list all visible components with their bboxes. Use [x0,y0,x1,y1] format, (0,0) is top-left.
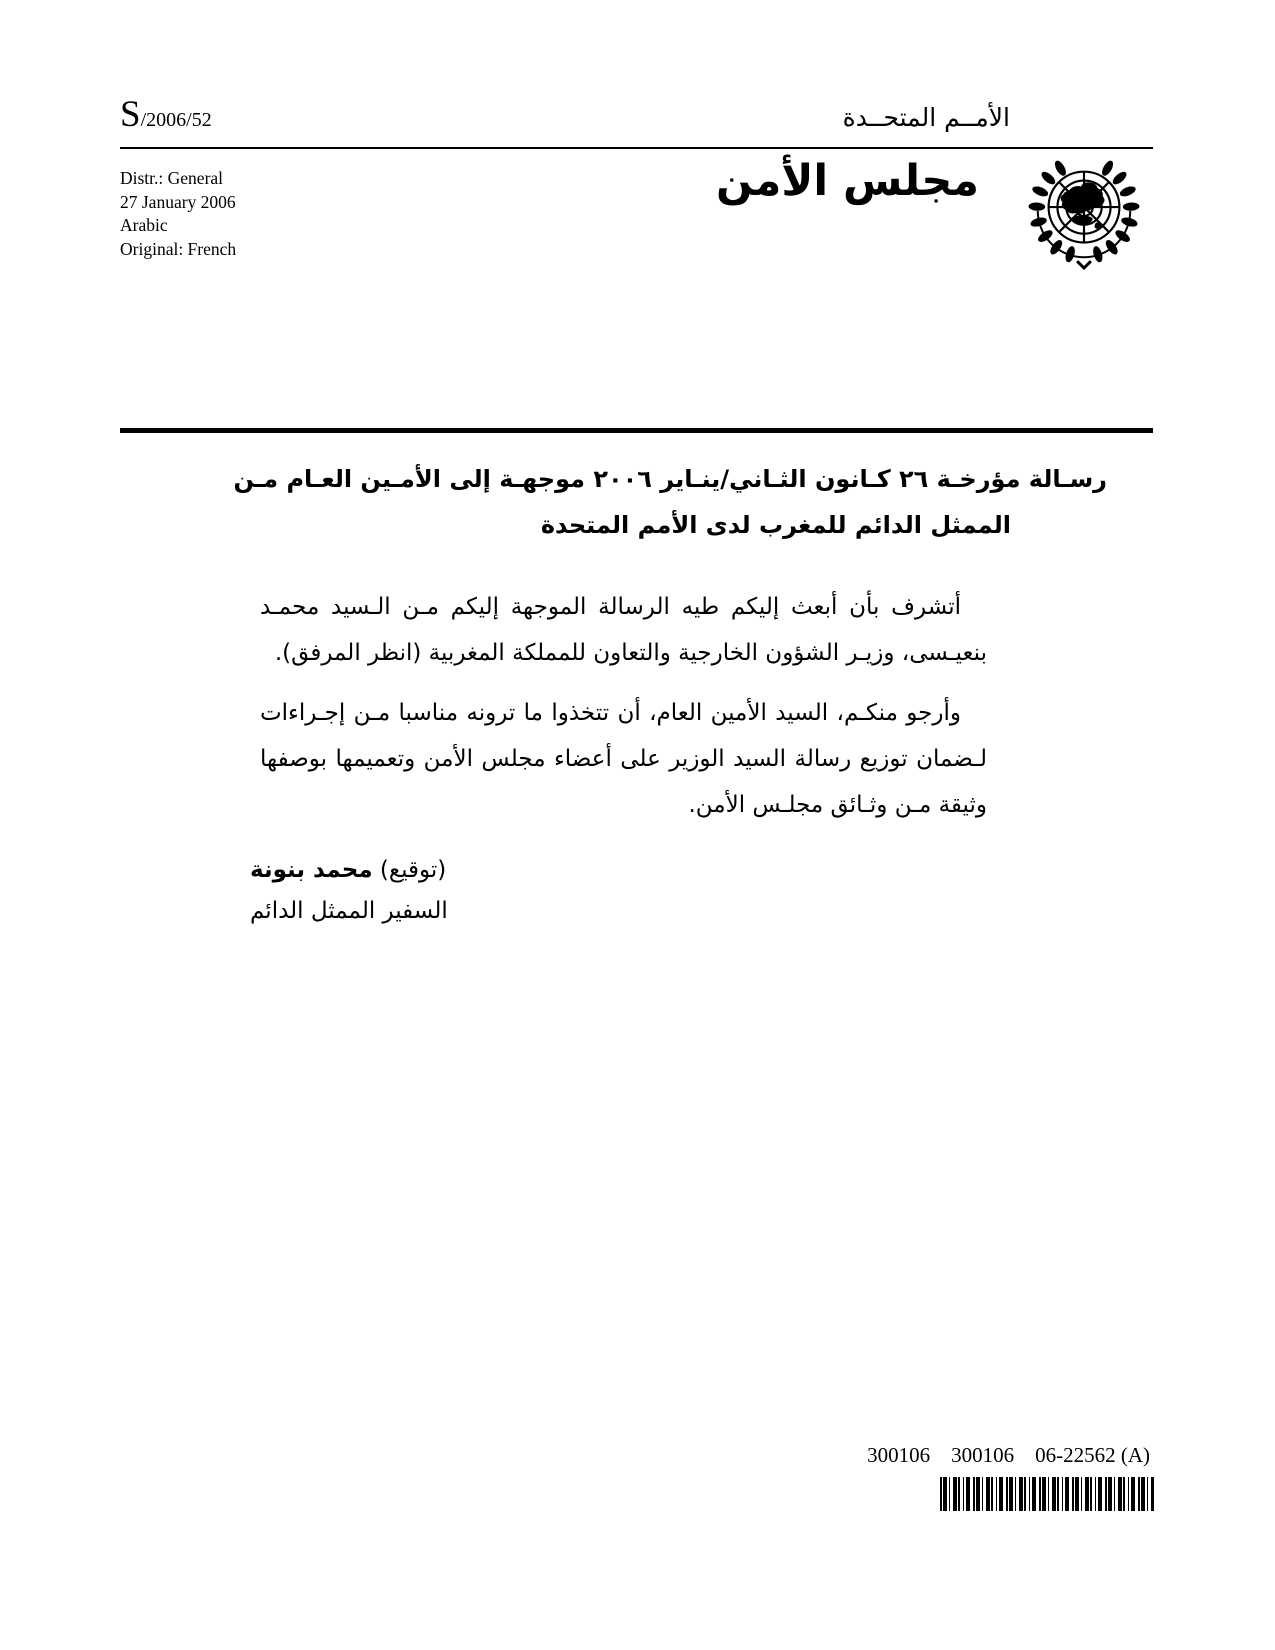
original-language-line: Original: French [120,238,237,259]
body-paragraph-2: وأرجو منكـم، السيد الأمين العام، أن تتخذوا ما ترونه مناسبا مـن إجـراءات لـضمان توزيع رسالة السيد الوزير على أعضاء مجلس الأمن وتعميمها بوصفها وثيقة مـن وثـائق مجلـس الأمن. [260,700,987,818]
document-symbol [120,96,212,133]
document-title-line1: رسـالة مؤرخـة ٢٦ كـانون الثـاني/ينـاير ٢٠٠٦ موجهـة إلى الأمـين العـام مـن [233,465,1107,493]
language-line: Arabic [120,215,168,235]
body-paragraph-1: أتشرف بأن أبعث إليكم طيه الرسالة الموجهة إليكم مـن الـسيد محمـد بنعيـسى، وزيـر الشؤون الخارجية والتعاون للمملكة المغربية (انظر المرفق). [260,594,987,666]
footer-codes: 300106 300106 06-22562 (A) [867,1443,1150,1467]
signatory-name: محمد بنونة [250,857,373,883]
distribution-block [120,167,236,261]
barcode-icon [940,1477,1154,1511]
signatory-role: السفير الممثل الدائم [250,898,448,924]
distr-line: Distr.: General [120,168,224,188]
signature-line [250,850,448,891]
date-line: 27 January 2006 [120,191,236,212]
signed-label: (توقيع) [379,857,447,883]
signature-block [250,850,448,932]
un-emblem-icon [1025,154,1143,272]
letter-body [260,584,987,842]
organ-title: مجلس الأمن [716,156,979,206]
document-symbol-number: /2006/52 [140,109,212,131]
document-title-line2: الممثل الدائم للمغرب لدى الأمم المتحدة [540,511,1011,539]
title-rule [120,428,1153,433]
united-nations-label: الأمــم المتحــدة [842,103,1010,132]
document-title [120,456,1107,548]
document-symbol-prefix: S [120,94,141,135]
header-rule [120,147,1153,149]
